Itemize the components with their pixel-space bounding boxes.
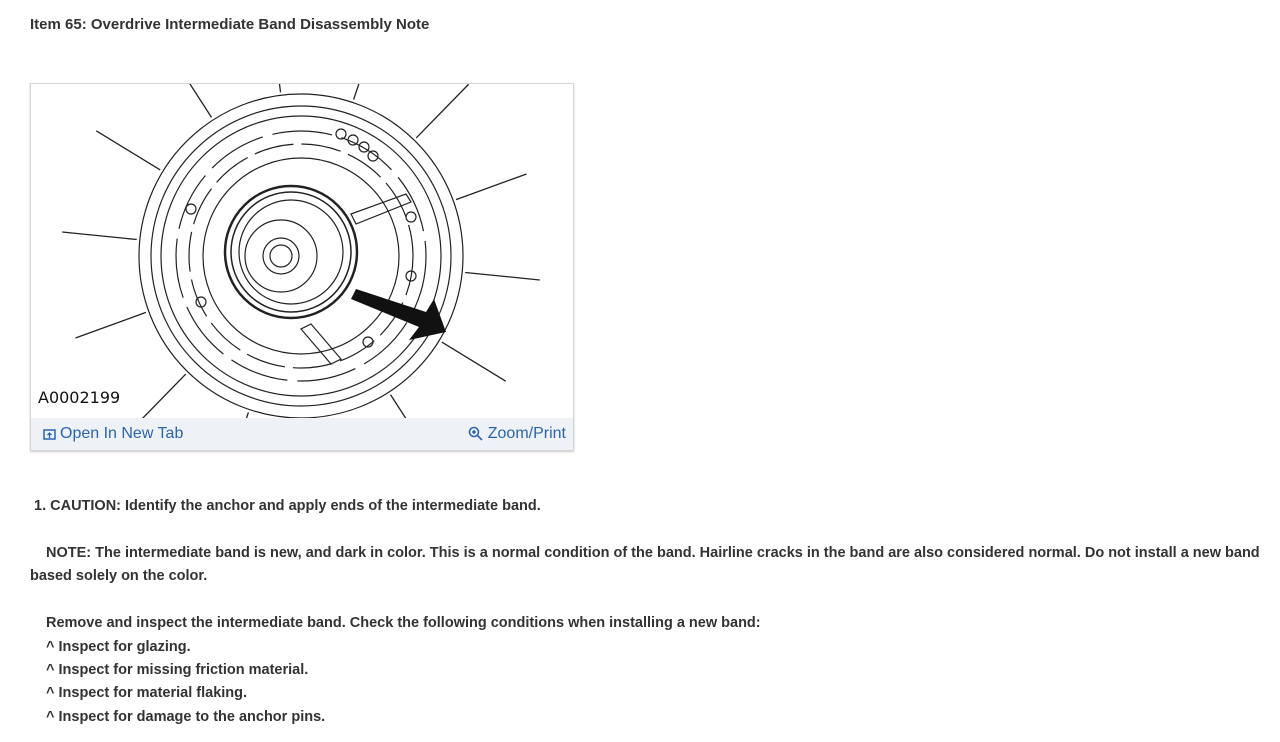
spoke-line — [133, 374, 185, 418]
open-new-tab-icon — [43, 428, 56, 441]
spoke-line — [62, 232, 137, 239]
spoke-line — [456, 174, 526, 200]
check-item: ^ Inspect for glazing. — [46, 639, 191, 655]
check-item: ^ Inspect for missing friction material. — [46, 662, 309, 678]
spoke-line — [96, 131, 160, 170]
open-in-new-tab-label: Open In New Tab — [60, 425, 184, 442]
spoke-line — [354, 84, 378, 100]
band-diagram[interactable] — [31, 84, 573, 418]
step-1-caution: 1. CAUTION: Identify the anchor and apply ends of the intermediate band. — [34, 498, 541, 514]
figure-id: A0002199 — [38, 388, 121, 407]
figure-caption-bar — [31, 418, 573, 450]
spoke-line — [390, 395, 431, 418]
page-title: Item 65: Overdrive Intermediate Band Disassembly Note — [30, 16, 430, 33]
spoke-line — [271, 84, 280, 92]
open-in-new-tab-link[interactable] — [43, 425, 183, 443]
check-item: ^ Inspect for damage to the anchor pins. — [46, 709, 326, 725]
check-item: ^ Inspect for material flaking. — [46, 685, 248, 701]
remove-instructions: Remove and inspect the intermediate band. Check the following conditions when installing a new band: — [46, 615, 761, 631]
spoke-line — [171, 84, 212, 117]
spoke-line — [442, 342, 506, 381]
note-paragraph: NOTE: The intermediate band is new, and dark in color. This is a normal condition of the band. Hairline cracks in the band are also considered normal. Do not install a new band based solely on the color. — [30, 545, 1260, 584]
spoke-line — [75, 312, 145, 338]
spoke-line — [465, 272, 540, 279]
magnifier-plus-icon — [468, 426, 484, 442]
zoom-print-link[interactable] — [468, 425, 566, 443]
zoom-print-label: Zoom/Print — [487, 425, 566, 442]
figure-panel — [30, 83, 574, 451]
spoke-line — [416, 84, 468, 138]
